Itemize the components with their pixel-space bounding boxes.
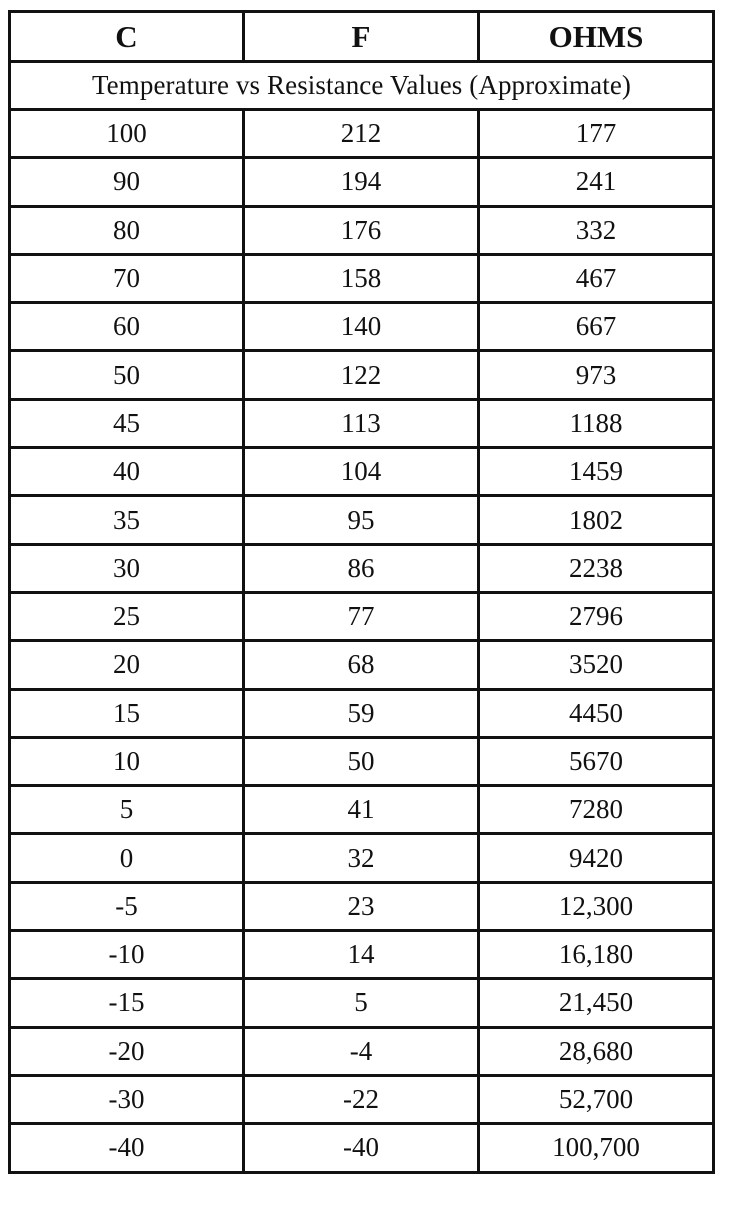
- cell-fahrenheit: 32: [244, 834, 479, 882]
- caption-row: [10, 62, 714, 110]
- header-celsius: C: [10, 12, 244, 62]
- cell-celsius: 20: [10, 641, 244, 689]
- cell-ohms: 4450: [479, 689, 714, 737]
- cell-fahrenheit: -4: [244, 1027, 479, 1075]
- cell-celsius: 30: [10, 544, 244, 592]
- cell-ohms: 28,680: [479, 1027, 714, 1075]
- table-row: [10, 1027, 714, 1075]
- cell-ohms: 667: [479, 303, 714, 351]
- cell-ohms: 2796: [479, 592, 714, 640]
- cell-ohms: 5670: [479, 737, 714, 785]
- table-row: [10, 206, 714, 254]
- table-header: [10, 12, 714, 62]
- cell-celsius: 60: [10, 303, 244, 351]
- cell-fahrenheit: 194: [244, 158, 479, 206]
- table-row: [10, 834, 714, 882]
- header-ohms: OHMS: [479, 12, 714, 62]
- table-row: [10, 351, 714, 399]
- cell-celsius: 90: [10, 158, 244, 206]
- cell-ohms: 9420: [479, 834, 714, 882]
- cell-ohms: 1802: [479, 496, 714, 544]
- cell-ohms: 52,700: [479, 1075, 714, 1123]
- cell-fahrenheit: 86: [244, 544, 479, 592]
- cell-ohms: 7280: [479, 786, 714, 834]
- cell-celsius: 5: [10, 786, 244, 834]
- cell-ohms: 2238: [479, 544, 714, 592]
- cell-fahrenheit: 50: [244, 737, 479, 785]
- cell-celsius: -30: [10, 1075, 244, 1123]
- cell-celsius: -20: [10, 1027, 244, 1075]
- table-row: [10, 544, 714, 592]
- table-row: [10, 399, 714, 447]
- cell-celsius: 0: [10, 834, 244, 882]
- table-row: [10, 1124, 714, 1172]
- table-row: [10, 689, 714, 737]
- cell-ohms: 467: [479, 254, 714, 302]
- cell-celsius: 35: [10, 496, 244, 544]
- table-body: [10, 62, 714, 1173]
- cell-celsius: -40: [10, 1124, 244, 1172]
- cell-fahrenheit: 113: [244, 399, 479, 447]
- cell-celsius: 100: [10, 110, 244, 158]
- cell-celsius: 10: [10, 737, 244, 785]
- cell-fahrenheit: 41: [244, 786, 479, 834]
- table-row: [10, 254, 714, 302]
- cell-celsius: 45: [10, 399, 244, 447]
- cell-ohms: 21,450: [479, 979, 714, 1027]
- cell-fahrenheit: 14: [244, 931, 479, 979]
- cell-celsius: -15: [10, 979, 244, 1027]
- table-row: [10, 931, 714, 979]
- cell-ohms: 1188: [479, 399, 714, 447]
- cell-fahrenheit: 158: [244, 254, 479, 302]
- cell-fahrenheit: -22: [244, 1075, 479, 1123]
- cell-celsius: 40: [10, 448, 244, 496]
- cell-fahrenheit: 59: [244, 689, 479, 737]
- cell-fahrenheit: 95: [244, 496, 479, 544]
- cell-celsius: 80: [10, 206, 244, 254]
- cell-fahrenheit: 176: [244, 206, 479, 254]
- table-row: [10, 882, 714, 930]
- cell-celsius: 15: [10, 689, 244, 737]
- cell-fahrenheit: 104: [244, 448, 479, 496]
- cell-fahrenheit: 77: [244, 592, 479, 640]
- cell-ohms: 16,180: [479, 931, 714, 979]
- table-row: [10, 786, 714, 834]
- cell-fahrenheit: 140: [244, 303, 479, 351]
- table-row: [10, 303, 714, 351]
- table-row: [10, 737, 714, 785]
- temperature-resistance-table-container: [8, 10, 712, 1174]
- cell-ohms: 177: [479, 110, 714, 158]
- cell-ohms: 973: [479, 351, 714, 399]
- cell-celsius: 50: [10, 351, 244, 399]
- table-row: [10, 641, 714, 689]
- header-row: [10, 12, 714, 62]
- header-fahrenheit: F: [244, 12, 479, 62]
- cell-fahrenheit: 212: [244, 110, 479, 158]
- cell-celsius: 25: [10, 592, 244, 640]
- cell-ohms: 3520: [479, 641, 714, 689]
- cell-fahrenheit: 23: [244, 882, 479, 930]
- table-row: [10, 110, 714, 158]
- cell-celsius: -5: [10, 882, 244, 930]
- table-row: [10, 979, 714, 1027]
- cell-ohms: 241: [479, 158, 714, 206]
- table-row: [10, 158, 714, 206]
- table-row: [10, 448, 714, 496]
- cell-fahrenheit: 5: [244, 979, 479, 1027]
- temperature-resistance-table: [8, 10, 715, 1174]
- cell-fahrenheit: -40: [244, 1124, 479, 1172]
- table-row: [10, 1075, 714, 1123]
- cell-ohms: 12,300: [479, 882, 714, 930]
- table-row: [10, 496, 714, 544]
- cell-fahrenheit: 122: [244, 351, 479, 399]
- cell-ohms: 332: [479, 206, 714, 254]
- cell-celsius: 70: [10, 254, 244, 302]
- table-caption: Temperature vs Resistance Values (Approximate): [10, 62, 714, 110]
- table-row: [10, 592, 714, 640]
- cell-ohms: 100,700: [479, 1124, 714, 1172]
- cell-fahrenheit: 68: [244, 641, 479, 689]
- cell-ohms: 1459: [479, 448, 714, 496]
- cell-celsius: -10: [10, 931, 244, 979]
